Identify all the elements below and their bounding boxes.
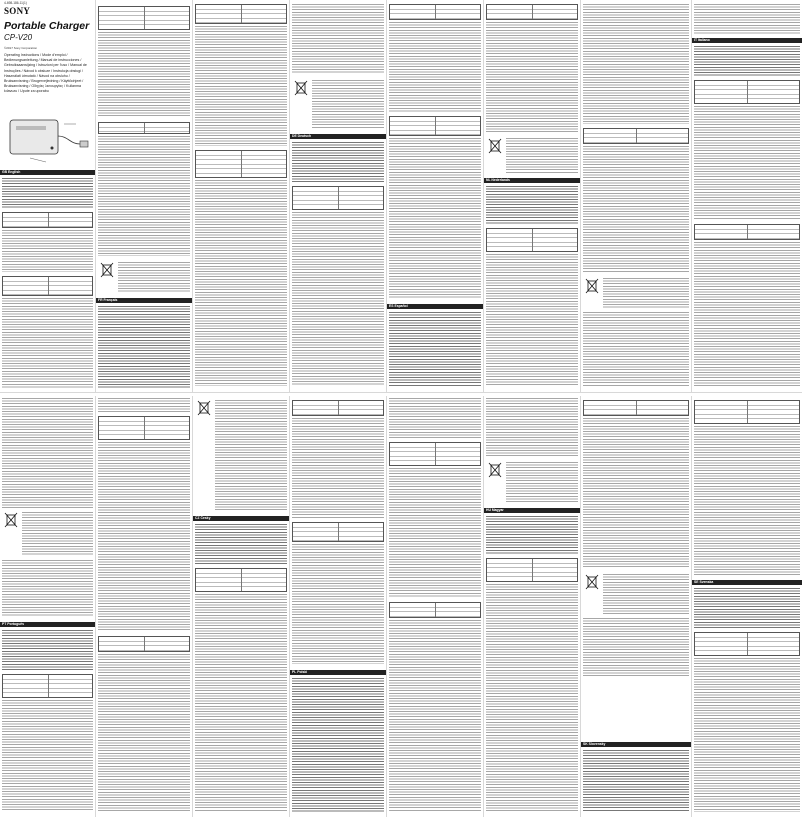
section-header-swedish: SE Svenska <box>692 580 802 585</box>
text-block <box>486 398 578 458</box>
text-block <box>389 620 481 812</box>
spec-table <box>2 276 93 296</box>
copyright: ©2017 Sony Corporation <box>4 46 38 50</box>
language-list: Operating Instructions / Mode d’emploi / Bedienungsanleitung / Manual de instrucciones / Gebruiksaanwijzing / Istruzioni per l’uso / Manual de Instruções / Návod k obsluze / Instrukcja obsługi / Használati útmutató / Návod na obsluhu / Bruksanvisning / Brugervejledning / Käyttöohjeet / Bruksanvisning / Οδηγίες λειτουργίας / Kullanma kılavuzu / Upute za uporabu <box>4 53 87 94</box>
section-header-polish: PL Polski <box>290 670 386 675</box>
fold-line <box>386 0 387 392</box>
text-block <box>292 4 384 74</box>
text-block <box>2 560 93 616</box>
recycle-bin-icon <box>488 138 502 154</box>
text-block <box>694 106 800 220</box>
spec-table <box>486 4 578 20</box>
fold-line <box>95 396 96 817</box>
fold-line <box>0 392 802 393</box>
spec-table <box>98 636 190 652</box>
fold-line <box>483 396 484 817</box>
text-block <box>583 750 689 812</box>
fold-line <box>386 396 387 817</box>
fold-line <box>580 0 581 392</box>
brand-logo: SONY <box>4 6 31 16</box>
recycle-bin-icon <box>585 574 599 590</box>
text-block <box>215 400 287 510</box>
text-block <box>486 186 578 224</box>
text-block <box>98 398 190 412</box>
text-block <box>2 630 93 670</box>
column-6 <box>484 0 580 392</box>
section-header-german: DE Deutsch <box>290 134 386 139</box>
section-header-italian: IT Italiano <box>692 38 802 43</box>
text-block <box>486 584 578 812</box>
bottom-column-6 <box>484 396 580 817</box>
text-block <box>292 678 384 812</box>
spec-table <box>195 150 287 178</box>
section-header-spanish: ES Español <box>387 304 483 309</box>
text-block <box>292 212 384 386</box>
section-header-portuguese: PT Português <box>0 622 95 627</box>
fold-line <box>192 0 193 392</box>
text-block <box>2 230 93 272</box>
column-4 <box>290 0 386 392</box>
fold-line <box>289 0 290 392</box>
text-block <box>98 306 190 388</box>
spec-table <box>98 6 190 30</box>
section-header-english: GB English <box>0 170 95 175</box>
bottom-column-4 <box>290 396 386 817</box>
product-title: Portable Charger <box>4 20 90 32</box>
text-block <box>2 700 93 812</box>
bottom-column-7 <box>581 396 691 817</box>
section-header-slovak: SK Slovensky <box>581 742 691 747</box>
bottom-panel <box>0 396 802 817</box>
text-block <box>486 516 578 554</box>
text-block <box>486 254 578 386</box>
spec-table <box>694 632 800 656</box>
column-2 <box>96 0 192 392</box>
bottom-column-2 <box>96 396 192 817</box>
spec-table <box>583 128 689 144</box>
text-block <box>2 398 93 508</box>
fold-line <box>691 396 692 817</box>
text-block <box>694 426 800 576</box>
fold-line <box>192 396 193 817</box>
text-block <box>312 80 384 128</box>
spec-table <box>195 4 287 24</box>
spec-table <box>694 224 800 240</box>
section-header-dutch: NL Nederlands <box>484 178 580 183</box>
spec-table <box>694 400 800 424</box>
text-block <box>583 418 689 568</box>
fold-line <box>95 0 96 392</box>
spec-table <box>389 4 481 20</box>
text-block <box>98 136 190 256</box>
text-block <box>583 312 689 386</box>
text-block <box>389 312 481 386</box>
spec-table <box>195 568 287 592</box>
text-block <box>389 138 481 298</box>
text-block <box>694 658 800 812</box>
recycle-bin-icon <box>294 80 308 96</box>
text-block <box>389 22 481 112</box>
text-block <box>195 180 287 386</box>
spec-table <box>694 80 800 104</box>
cover-column <box>0 0 95 392</box>
text-block <box>292 142 384 182</box>
recycle-bin-icon <box>100 262 114 278</box>
bottom-column-3 <box>193 396 289 817</box>
text-block <box>694 242 800 386</box>
text-block <box>98 654 190 812</box>
text-block <box>292 418 384 518</box>
text-block <box>603 278 689 308</box>
fold-line <box>289 396 290 817</box>
bottom-column-1 <box>0 396 95 817</box>
text-block <box>603 574 689 614</box>
recycle-bin-icon <box>585 278 599 294</box>
text-block <box>583 618 689 678</box>
text-block <box>2 178 93 208</box>
document-id: 4-698-186-11(1) <box>4 1 27 5</box>
spec-table <box>98 416 190 440</box>
bottom-column-8 <box>692 396 802 817</box>
top-panel <box>0 0 802 392</box>
text-block <box>583 146 689 272</box>
text-block <box>583 4 689 124</box>
model-number: CP-V20 <box>4 33 33 42</box>
spec-table <box>2 212 93 228</box>
spec-table <box>389 602 481 618</box>
text-block <box>506 462 578 502</box>
text-block <box>118 262 190 292</box>
text-block <box>195 524 287 564</box>
text-block <box>2 298 93 388</box>
spec-table <box>486 228 578 252</box>
section-header-czech: CZ Česky <box>193 516 289 521</box>
text-block <box>195 26 287 146</box>
recycle-bin-icon <box>4 512 18 528</box>
text-block <box>98 442 190 632</box>
spec-table <box>389 116 481 136</box>
spec-table <box>486 558 578 582</box>
column-7 <box>581 0 691 392</box>
bottom-column-5 <box>387 396 483 817</box>
text-block <box>22 512 93 556</box>
portable-charger-icon <box>6 114 92 166</box>
recycle-bin-icon <box>197 400 211 416</box>
spec-table <box>389 442 481 466</box>
text-block <box>98 32 190 118</box>
spec-table <box>583 400 689 416</box>
section-header-hungarian: HU Magyar <box>484 508 580 513</box>
text-block <box>389 468 481 598</box>
spec-table <box>2 674 93 698</box>
spec-table <box>292 186 384 210</box>
text-block <box>195 594 287 812</box>
spec-table <box>292 522 384 542</box>
column-5 <box>387 0 483 392</box>
text-block <box>292 544 384 664</box>
text-block <box>506 138 578 174</box>
column-3 <box>193 0 289 392</box>
text-block <box>389 398 481 438</box>
section-header-french: FR Français <box>96 298 192 303</box>
column-8 <box>692 0 802 392</box>
fold-line <box>580 396 581 817</box>
text-block <box>694 46 800 76</box>
spec-table <box>98 122 190 134</box>
text-block <box>694 588 800 628</box>
fold-line <box>691 0 692 392</box>
spec-table <box>292 400 384 416</box>
text-block <box>694 4 800 34</box>
text-block <box>486 22 578 132</box>
recycle-bin-icon <box>488 462 502 478</box>
fold-line <box>483 0 484 392</box>
